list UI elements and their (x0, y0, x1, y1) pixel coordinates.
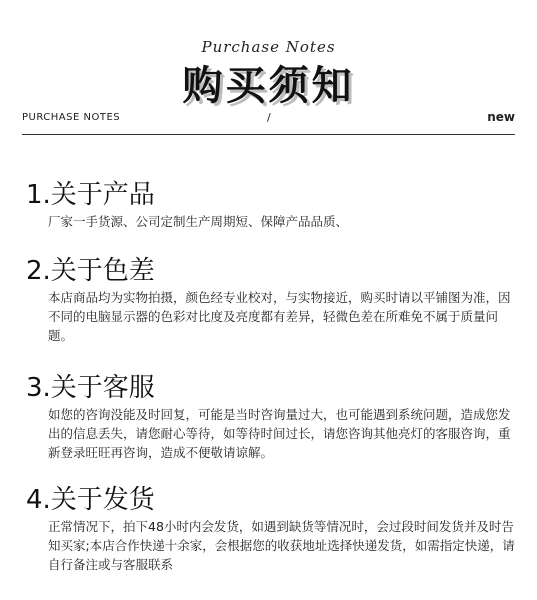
section-body: 如您的咨询没能及时回复，可能是当时咨询量过大，也可能遇到系统问题，造成您发出的信息丢失，请您耐心等待，如等待时间过长，请您咨询其他亮灯的客服咨询，重新登录旺旺再咨询，造成不便敬请谅解。 (48, 407, 511, 460)
section-title: 4.关于发货 (26, 485, 155, 515)
section-customer-service (26, 373, 520, 462)
page-title: 购买须知 (182, 63, 355, 109)
purchase-notes-label: PURCHASE NOTES (22, 112, 121, 123)
new-label: new (487, 110, 515, 124)
section-product (26, 180, 520, 231)
script-title: Purchase Notes (201, 38, 336, 56)
subtitle-bar (22, 110, 515, 128)
section-body: 本店商品均为实物拍摄，颜色经专业校对，与实物接近，购买时请以平铺图为准，因不同的电脑显示器的色彩对比度及亮度都有差异，轻微色差在所难免不属于质量问题。 (48, 290, 511, 343)
section-title: 1.关于产品 (26, 180, 155, 210)
header (0, 0, 537, 140)
section-shipping (26, 485, 520, 574)
section-color-difference (26, 256, 520, 345)
section-body: 厂家一手货源、公司定制生产周期短、保障产品品质、 (48, 214, 349, 229)
section-title: 3.关于客服 (26, 373, 155, 403)
slash-divider: / (267, 111, 271, 124)
section-body: 正常情况下，拍下48小时内会发货，如遇到缺货等情况时，会过段时间发货并及时告知买家;本店合作快递十余家，会根据您的收获地址选择快递发货，如需指定快递，请自行备注或与客服联系 (48, 519, 515, 572)
section-title: 2.关于色差 (26, 256, 155, 286)
header-rule (22, 134, 515, 135)
